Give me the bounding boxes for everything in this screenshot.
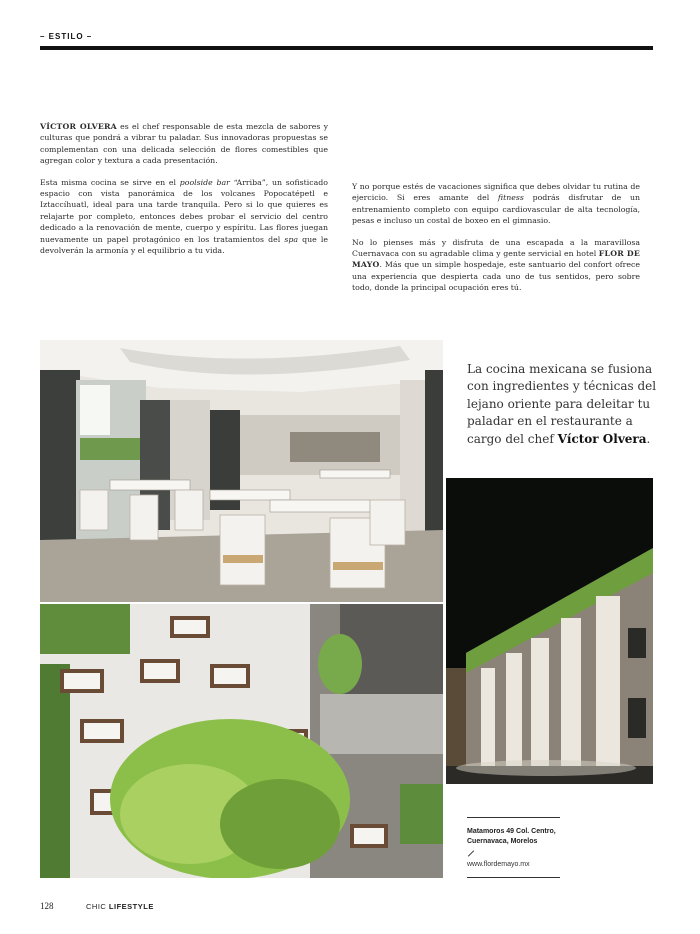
magazine-name-b: LIFESTYLE — [108, 902, 154, 911]
restaurant-interior-photo — [40, 340, 443, 602]
address-line-1: Matamoros 49 Col. Centro, — [467, 828, 556, 835]
text-emphasis: spa — [284, 234, 298, 244]
hotel-name: FLOR DE MAYO — [352, 249, 640, 270]
hotel-address — [467, 827, 607, 846]
magazine-name-a: CHIC — [86, 902, 109, 911]
text-run: que le devolverán la armonía y el equilibrio a tu vida. — [40, 234, 328, 256]
garden-patio-photo — [40, 604, 443, 878]
paragraph-poolside — [40, 177, 328, 257]
hotel-facade-night-photo — [446, 478, 653, 784]
text-run: No lo pienses más y disfruta de una escapada a la maravillosa Cuernavaca con su agradable clima y gente servicial en hotel — [352, 237, 640, 259]
chef-name: VÍCTOR OLVERA — [40, 122, 117, 131]
section-label: – ESTILO – — [40, 32, 93, 41]
paragraph-chef — [40, 121, 328, 167]
pull-quote-chef-name: Víctor Olvera — [557, 431, 647, 446]
pull-quote-end: . — [646, 431, 651, 446]
address-rule-top — [467, 817, 560, 818]
pull-quote — [467, 361, 657, 448]
website-link[interactable]: www.flordemayo.mx — [467, 861, 530, 868]
text-emphasis: fitness — [497, 193, 524, 203]
magazine-name — [86, 902, 154, 911]
text-run: . Más que un simple hospedaje, este santuario del confort ofrece una experiencia que despierta cada uno de tus sentidos, pero sobre todo, donde la principal ocupación eres tú. — [352, 260, 640, 293]
pull-quote-text: La cocina mexicana se fusiona con ingredientes y técnicas del lejano oriente para deleitar tu paladar en el restaurante a cargo del chef — [467, 362, 657, 446]
article-column-right — [352, 181, 640, 304]
paragraph-hotel — [352, 237, 640, 294]
text-emphasis: poolside bar — [179, 177, 230, 187]
address-rule-bottom — [467, 877, 560, 878]
header-rule — [40, 46, 653, 50]
page-number: 128 — [40, 901, 54, 911]
article-column-left — [40, 121, 328, 266]
address-line-2: Cuernavaca, Morelos — [467, 837, 538, 845]
text-run: Esta misma cocina se sirve en el — [40, 177, 180, 187]
text-run: Y no porque estés de vacaciones significa que debes olvidar tu rutina de ejercicio. Si eres amante del — [352, 182, 640, 203]
paragraph-fitness — [352, 181, 640, 227]
slash-divider — [468, 850, 474, 856]
text-run: podrás disfrutar de un entrenamiento completo con equipo cardiovascular de alta tecnología, pesas e incluso un costal de boxeo en el gimnasio. — [352, 193, 640, 226]
text-run: “Arriba”, un sofisticado espacio con vista panorámica de los volcanes Popocatépetl e Iztaccíhuatl, ideal para una tarde tranquila. Pero si lo que quieres es relajarte por completo, entonces debes probar el servicio del centro dedicado a la renovación de mente, cuerpo y espíritu. Las flores juegan nuevamente un papel protagónico en los tratamientos del — [40, 177, 328, 244]
paragraph-chef-text: es el chef responsable de esta mezcla de sabores y culturas que pondrá a vibrar tu paladar. Sus innovadoras propuestas se complementan con una delicada selección de flores comestibles que agregan color y textura a cada presentación. — [40, 122, 328, 166]
